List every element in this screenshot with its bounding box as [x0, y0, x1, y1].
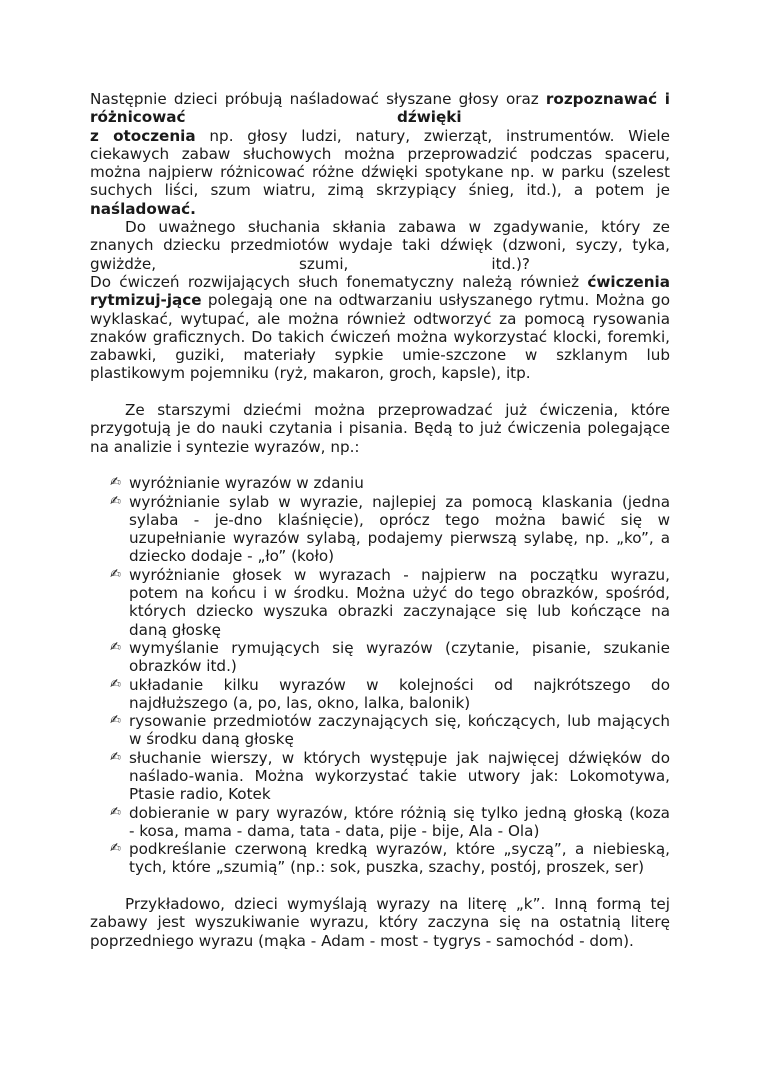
list-item-line: wymyślanie rymujących się wyrazów (czytanie, pisanie, szukanie	[129, 638, 670, 657]
list-item-line: wyróżnianie sylab w wyrazie, najlepiej za pomocą klaskania (jedna	[129, 492, 670, 511]
list-item	[90, 804, 670, 841]
list-item-line: dziecko dodaje - „ło” (koło)	[129, 547, 335, 566]
list-item-line: dobieranie w pary wyrazów, które różnią się tylko jedną głoską (koza	[129, 803, 670, 822]
text-line: można najpierw różnicować różne dźwięki spotykane np. w parku (szelest	[90, 163, 670, 182]
writing-hand-icon: ✍	[110, 566, 121, 582]
list-item-line: najdłuższego (a, po, las, okno, lalka, balonik)	[129, 693, 471, 712]
text-line: Do ćwiczeń rozwijających słuch fonematyczny należą również ćwiczenia	[90, 272, 670, 291]
list-item-line: tych, które „szumią” (np.: sok, puszka, szachy, postój, proszek, ser)	[129, 858, 645, 877]
list-item-line: wyróżnianie głosek w wyrazach - najpierw na początku wyrazu,	[129, 565, 670, 584]
list-item-line: sylaba - je-dno klaśnięcie), oprócz tego można bawić się w	[129, 510, 670, 529]
list-item-line: których dziecko wyszuka obrazki zaczynające się lub kończące na	[129, 602, 670, 621]
text-line: przygotują je do nauki czytania i pisania. Będą to już ćwiczenia polegające	[90, 419, 670, 438]
list-item-line: naślado-wania. Można wykorzystać takie utwory jak: Lokomotywa,	[129, 766, 670, 785]
exercise-list	[90, 474, 670, 877]
text-line: Przykładowo, dzieci wymyślają wyrazy na literę „k”. Inną formą tej	[125, 895, 670, 914]
writing-hand-icon: ✍	[110, 804, 121, 820]
list-item-line: uzupełnianie wyrazów sylabą, podajemy pierwszą sylabę, np. „ko”, a	[129, 529, 670, 548]
writing-hand-icon: ✍	[110, 475, 121, 491]
list-item	[90, 712, 670, 749]
text-line: wyklaskać, wytupać, ale można również odtworzyć za pomocą rysowania	[90, 309, 670, 328]
list-item	[90, 639, 670, 676]
writing-hand-icon: ✍	[110, 713, 121, 729]
text-line: znaków graficznych. Do takich ćwiczeń można wykorzystać klocki, foremki,	[90, 327, 670, 346]
list-item	[90, 566, 670, 639]
list-item	[90, 474, 670, 492]
text-line: plastikowym pojemniku (ryż, makaron, groch, kapsle), itp.	[90, 364, 531, 383]
text-line: Do uważnego słuchania skłania zabawa w zgadywanie, który ze	[125, 218, 670, 237]
list-item-line: potem na końcu i w środku. Można użyć do tego obrazków, spośród,	[129, 584, 670, 603]
text-line: z otoczenia np. głosy ludzi, natury, zwierząt, instrumentów. Wiele	[90, 126, 671, 145]
writing-hand-icon: ✍	[110, 676, 121, 692]
writing-hand-icon: ✍	[110, 639, 121, 655]
list-item-line: Ptasie radio, Kotek	[129, 785, 271, 804]
paragraph-example	[90, 895, 670, 950]
list-item	[90, 493, 670, 566]
text-line: różnicować dźwięki	[90, 108, 462, 127]
list-item-line: rysowanie przedmiotów zaczynających się, kończących, lub mających	[129, 712, 670, 731]
text-line: gwiżdże, szumi, itd.)?	[90, 254, 530, 273]
paragraph-older	[90, 401, 670, 456]
text-line: zabawy jest wyszukiwanie wyrazu, który zaczyna się na ostatnią literę	[90, 913, 670, 932]
list-item-line: obrazków itd.)	[129, 657, 237, 676]
list-item-line: wyróżnianie wyrazów w zdaniu	[129, 474, 364, 493]
list-item-line: daną głoskę	[129, 620, 222, 639]
text-line: poprzedniego wyrazu (mąka - Adam - most - tygrys - samochód - dom).	[90, 931, 634, 950]
paragraph-rhythm	[90, 273, 670, 383]
list-item-line: w środku daną głoskę	[129, 730, 294, 749]
writing-hand-icon: ✍	[110, 841, 121, 857]
text-line: znanych dziecku przedmiotów wydaje taki dźwięk (dzwoni, syczy, tyka,	[90, 236, 670, 255]
paragraph-guess	[90, 218, 670, 273]
text-line: naśladować.	[90, 199, 196, 218]
list-item-line: słuchanie wierszy, w których występuje jak najwięcej dźwięków do	[129, 748, 670, 767]
list-item	[90, 840, 670, 877]
list-item-line: układanie kilku wyrazów w kolejności od najkrótszego do	[129, 675, 670, 694]
text-line: ciekawych zabaw słuchowych można przeprowadzić podczas spaceru,	[90, 144, 670, 163]
list-item-line: podkreślanie czerwoną kredką wyrazów, które „syczą”, a niebieską,	[129, 840, 670, 859]
text-line: suchych liści, szum wiatru, zimą skrzypiący śnieg, itd.), a potem je	[90, 181, 670, 200]
writing-hand-icon: ✍	[110, 749, 121, 765]
paragraph-intro	[90, 90, 670, 218]
writing-hand-icon: ✍	[110, 493, 121, 509]
list-item	[90, 676, 670, 713]
text-line: Ze starszymi dziećmi można przeprowadzać już ćwiczenia, które	[125, 401, 670, 420]
text-line: zabawki, guziki, materiały sypkie umie-szczone w szklanym lub	[90, 346, 670, 365]
text-line: rytmizuj-jące polegają one na odtwarzaniu usłyszanego rytmu. Można go	[90, 291, 670, 310]
text-line: na analizie i syntezie wyrazów, np.:	[90, 437, 360, 456]
document-page	[90, 90, 670, 950]
text-line: Następnie dzieci próbują naśladować słyszane głosy oraz rozpoznawać i	[90, 90, 670, 108]
list-item-line: - kosa, mama - dama, tata - data, pije - bije, Ala - Ola)	[129, 821, 540, 840]
list-item	[90, 749, 670, 804]
